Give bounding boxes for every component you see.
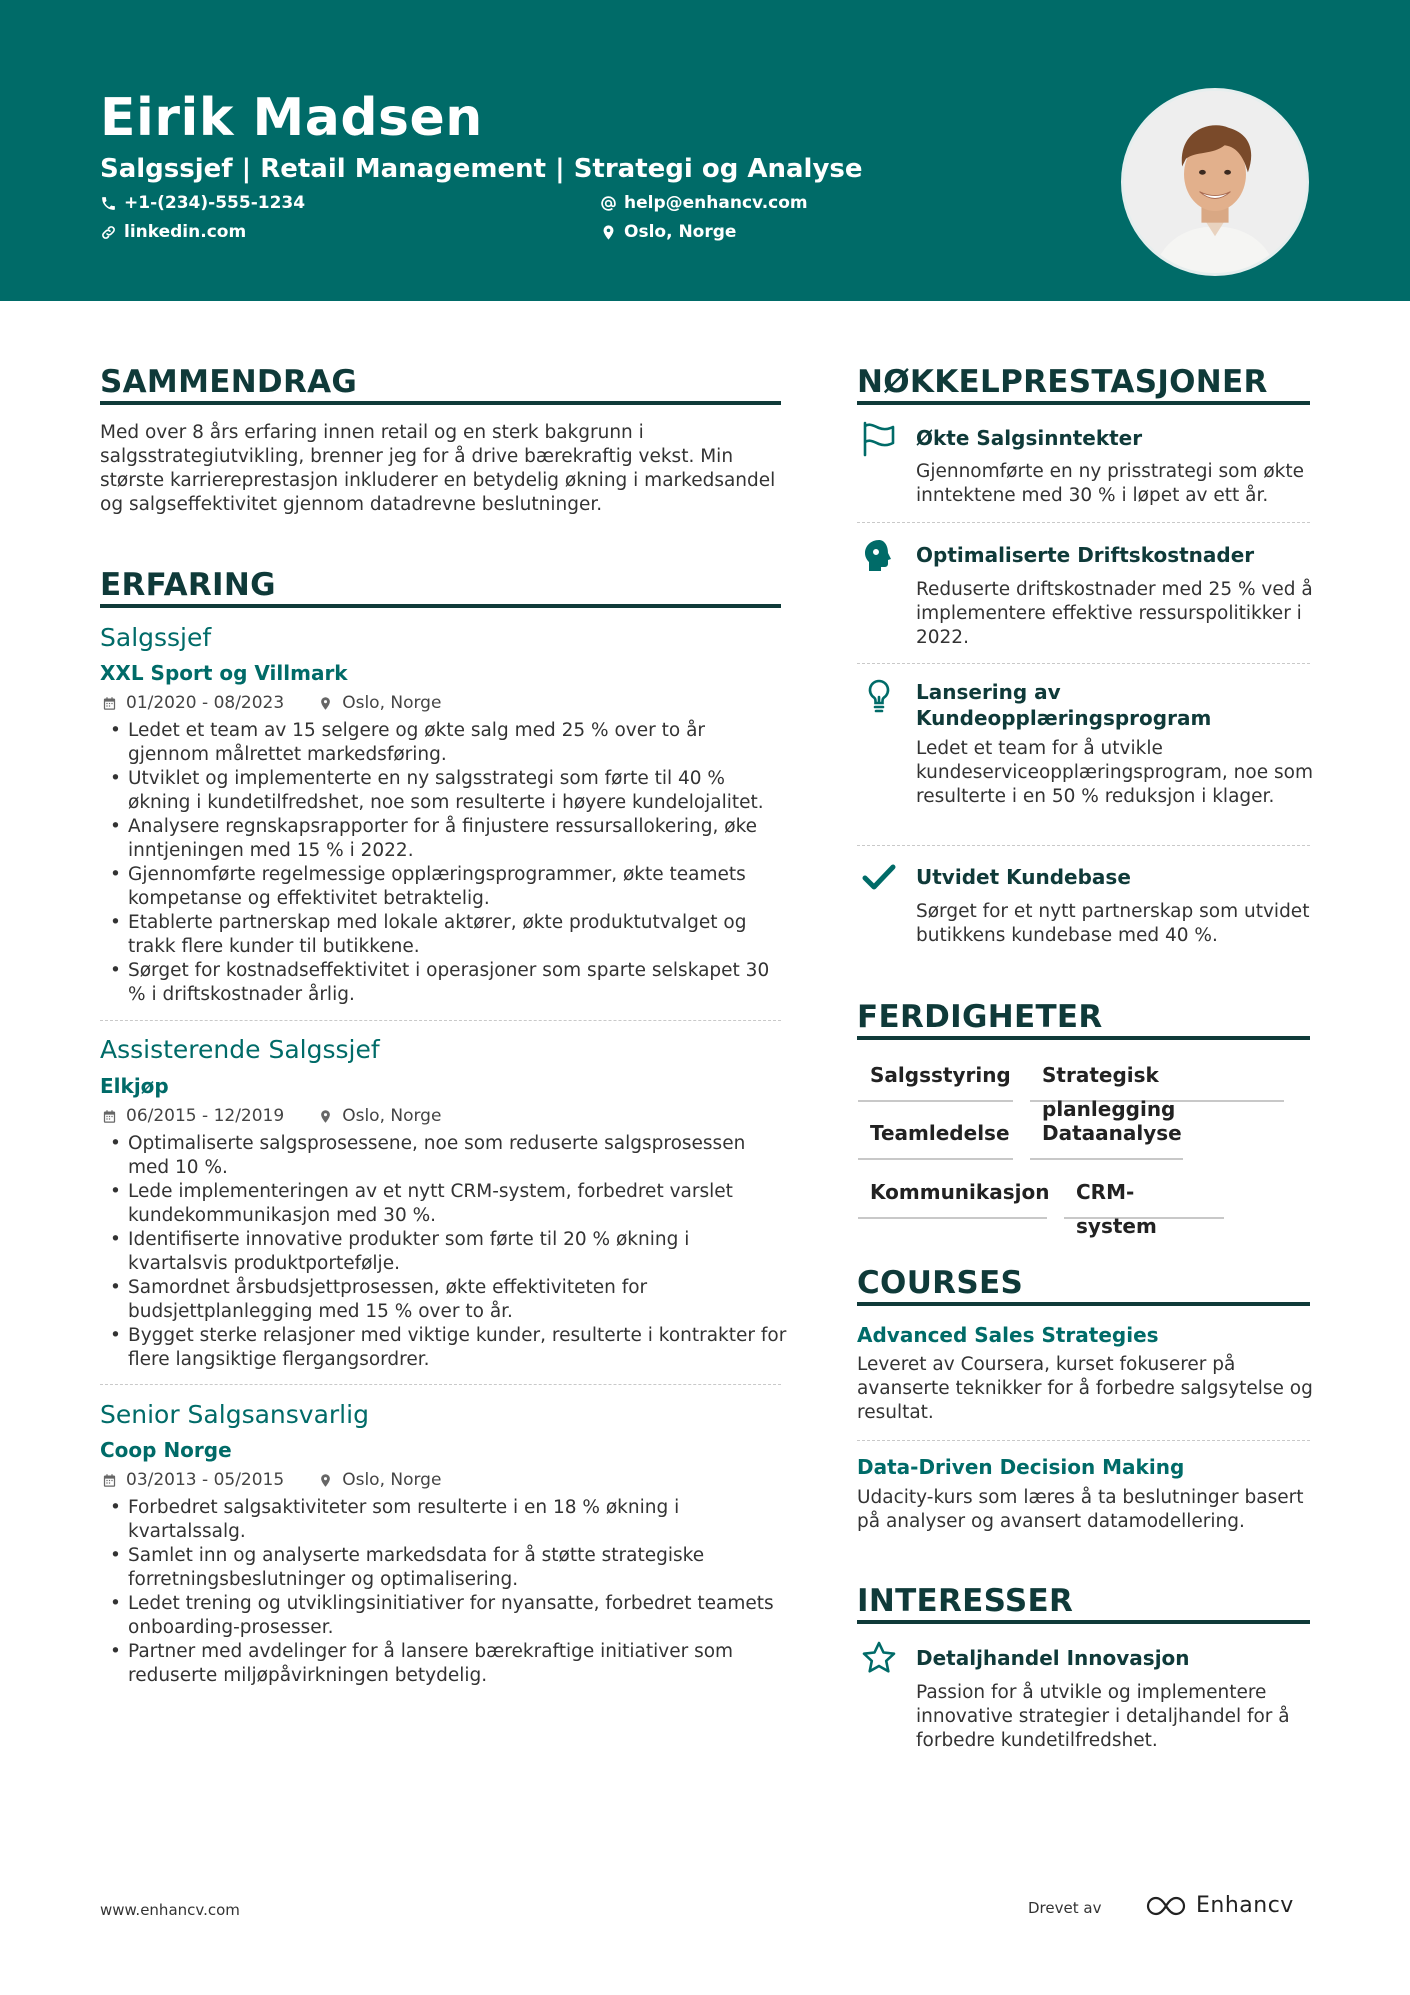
divider — [857, 663, 1310, 664]
achievements-rule — [857, 401, 1310, 405]
list-item: • Etablerte partnerskap med lokale aktører, økte produktutvalget og trakk flere kunder til butikkene. — [100, 911, 790, 959]
avatar-illustration — [1124, 91, 1306, 273]
brand-name: Enhancv — [1196, 1893, 1294, 1918]
contact-email[interactable] — [600, 192, 808, 214]
calendar-icon — [102, 1473, 117, 1488]
avatar — [1121, 88, 1309, 276]
head-icon — [860, 537, 898, 575]
brand-logo[interactable] — [1146, 1893, 1294, 1918]
infinity-logo-icon — [1146, 1894, 1190, 1918]
achievement-title: Økte Salgsinntekter — [916, 426, 1143, 450]
achievements-heading: NØKKELPRESTASJONER — [857, 364, 1268, 400]
list-item: • Bygget sterke relasjoner med viktige kunder, resulterte i kontrakter for flere langsiktige flergangsordrer. — [100, 1324, 790, 1372]
list-item: • Samordnet årsbudsjettprosessen, økte effektiviteten for budsjettplanlegging med 15 % over to år. — [100, 1276, 790, 1324]
skill-tag: Dataanalyse — [1030, 1116, 1183, 1160]
divider — [857, 845, 1310, 846]
list-item: • Lede implementeringen av et nytt CRM-system, forbedret varslet kundekommunikasjon med 30 %. — [100, 1180, 790, 1228]
achievement-title: Utvidet Kundebase — [916, 865, 1131, 889]
job-title: Salgssjef — [100, 623, 212, 652]
star-icon — [860, 1639, 898, 1677]
list-item: • Sørget for kostnadseffektivitet i operasjoner som sparte selskapet 30 % i driftskostnader årlig. — [100, 959, 790, 1007]
achievement-title: Lansering av Kundeopplæringsprogram — [916, 680, 1212, 730]
phone-text: +1-(234)-555-1234 — [124, 193, 306, 213]
list-item: • Samlet inn og analyserte markedsdata for å støtte strategiske forretningsbeslutninger og optimalisering. — [100, 1544, 790, 1592]
lightbulb-icon — [860, 677, 898, 715]
location-pin-icon — [600, 224, 617, 241]
job-dates: 01/2020 - 08/2023 — [126, 693, 285, 713]
achievement-text: Ledet et team for å utvikle kundeserviceopplæringsprogram, noe som resulterte i en 50 % reduksjon i klager. — [916, 738, 1313, 807]
interests-heading: INTERESSER — [857, 1583, 1074, 1619]
course-text: Udacity-kurs som læres å ta beslutninger basert på analyser og avansert datamodellering. — [857, 1487, 1304, 1532]
courses-heading: COURSES — [857, 1265, 1024, 1301]
footer-powered-by: Drevet av — [1028, 1899, 1102, 1917]
list-item: • Ledet et team av 15 selgere og økte salg med 25 % over to år gjennom målrettet markedsføring. — [100, 719, 790, 767]
skill-tag: Teamledelse — [858, 1116, 1013, 1160]
achievement-text: Gjennomførte en ny prisstrategi som økte inntektene med 30 % i løpet av ett år. — [916, 461, 1305, 506]
candidate-name: Eirik Madsen — [100, 88, 483, 148]
job-location: Oslo, Norge — [342, 1470, 442, 1490]
divider — [857, 522, 1310, 523]
at-icon — [600, 195, 617, 212]
linkedin-text: linkedin.com — [124, 222, 247, 242]
skill-tag: Strategisk planlegging — [1030, 1058, 1284, 1102]
location-pin-icon — [318, 1109, 333, 1124]
interest-title: Detaljhandel Innovasjon — [916, 1646, 1190, 1670]
calendar-icon — [102, 696, 117, 711]
job-meta — [102, 1469, 441, 1491]
job-location: Oslo, Norge — [342, 1106, 442, 1126]
divider — [100, 1020, 781, 1021]
skill-tag: CRM-system — [1064, 1175, 1224, 1219]
header-banner — [0, 0, 1410, 301]
list-item: • Analysere regnskapsrapporter for å finjustere ressursallokering, øke inntjeningen med 15 % i 2022. — [100, 815, 790, 863]
link-icon — [100, 224, 117, 241]
list-item: • Partner med avdelinger for å lansere bærekraftige initiativer som reduserte miljøpåvirkningen betydelig. — [100, 1640, 790, 1688]
footer-website[interactable]: www.enhancv.com — [100, 1901, 240, 1919]
achievement-title: Optimaliserte Driftskostnader — [916, 543, 1255, 567]
summary-heading: SAMMENDRAG — [100, 364, 358, 400]
job-title: Assisterende Salgssjef — [100, 1035, 380, 1064]
job-dates: 06/2015 - 12/2019 — [126, 1106, 285, 1126]
job-bullets — [100, 1496, 790, 1688]
location-text: Oslo, Norge — [624, 222, 737, 242]
email-text: help@enhancv.com — [624, 193, 808, 213]
summary-rule — [100, 401, 781, 405]
contact-linkedin[interactable] — [100, 221, 246, 243]
contact-phone[interactable] — [100, 192, 305, 214]
company-name: XXL Sport og Villmark — [100, 661, 348, 685]
interest-text: Passion for å utvikle og implementere innovative strategier i detaljhandel for å forbedre kundetilfredshet. — [916, 1682, 1290, 1751]
summary-text: Med over 8 års erfaring innen retail og en sterk bakgrunn i salgsstrategiutvikling, brenner jeg for å drive bærekraftig vekst. Min største karriereprestasjon inkluderer en betydelig økning i markedsandel og salgseffektivitet gjennom datadrevne beslutninger. — [100, 422, 776, 515]
skills-rule — [857, 1036, 1310, 1040]
job-location: Oslo, Norge — [342, 693, 442, 713]
location-pin-icon — [318, 696, 333, 711]
job-bullets — [100, 719, 790, 1007]
courses-rule — [857, 1302, 1310, 1306]
list-item: • Identifiserte innovative produkter som førte til 20 % økning i kvartalsvis produktportefølje. — [100, 1228, 790, 1276]
list-item: • Optimaliserte salgsprosessene, noe som reduserte salgsprosessen med 10 %. — [100, 1132, 790, 1180]
flag-icon — [860, 420, 898, 458]
interests-rule — [857, 1620, 1310, 1624]
company-name: Elkjøp — [100, 1074, 169, 1098]
calendar-icon — [102, 1109, 117, 1124]
company-name: Coop Norge — [100, 1438, 232, 1462]
contact-location — [600, 221, 736, 243]
phone-icon — [100, 195, 117, 212]
list-item: • Ledet trening og utviklingsinitiativer for nyansatte, forbedret teamets onboarding-prosesser. — [100, 1592, 790, 1640]
achievement-text: Reduserte driftskostnader med 25 % ved å implementere effektive ressurspolitikker i 2022. — [916, 579, 1313, 648]
list-item: • Utviklet og implementerte en ny salgsstrategi som førte til 40 % økning i kundetilfredshet, noe som resulterte i høyere kundelojalitet. — [100, 767, 790, 815]
skill-tag: Kommunikasjon — [858, 1175, 1047, 1219]
divider — [857, 1440, 1310, 1441]
skills-heading: FERDIGHETER — [857, 999, 1103, 1035]
course-title: Advanced Sales Strategies — [857, 1323, 1159, 1347]
candidate-subtitle: Salgssjef | Retail Management | Strategi og Analyse — [100, 154, 863, 184]
job-bullets — [100, 1132, 790, 1372]
achievement-text: Sørget for et nytt partnerskap som utvidet butikkens kundebase med 40 %. — [916, 901, 1310, 946]
course-title: Data-Driven Decision Making — [857, 1455, 1185, 1479]
location-pin-icon — [318, 1473, 333, 1488]
course-text: Leveret av Coursera, kurset fokuserer på avanserte teknikker for å forbedre salgsytelse og resultat. — [857, 1354, 1313, 1423]
job-dates: 03/2013 - 05/2015 — [126, 1470, 285, 1490]
list-item: • Forbedret salgsaktiviteter som resulterte i en 18 % økning i kvartalssalg. — [100, 1496, 790, 1544]
experience-heading: ERFARING — [100, 567, 276, 603]
skill-tag: Salgsstyring — [858, 1058, 1013, 1102]
checkmark-icon — [860, 858, 898, 896]
divider — [100, 1384, 781, 1385]
job-title: Senior Salgsansvarlig — [100, 1400, 369, 1429]
list-item: • Gjennomførte regelmessige opplæringsprogrammer, økte teamets kompetanse og effektivitet betraktelig. — [100, 863, 790, 911]
experience-rule — [100, 604, 781, 608]
job-meta — [102, 1105, 441, 1127]
job-meta — [102, 692, 441, 714]
